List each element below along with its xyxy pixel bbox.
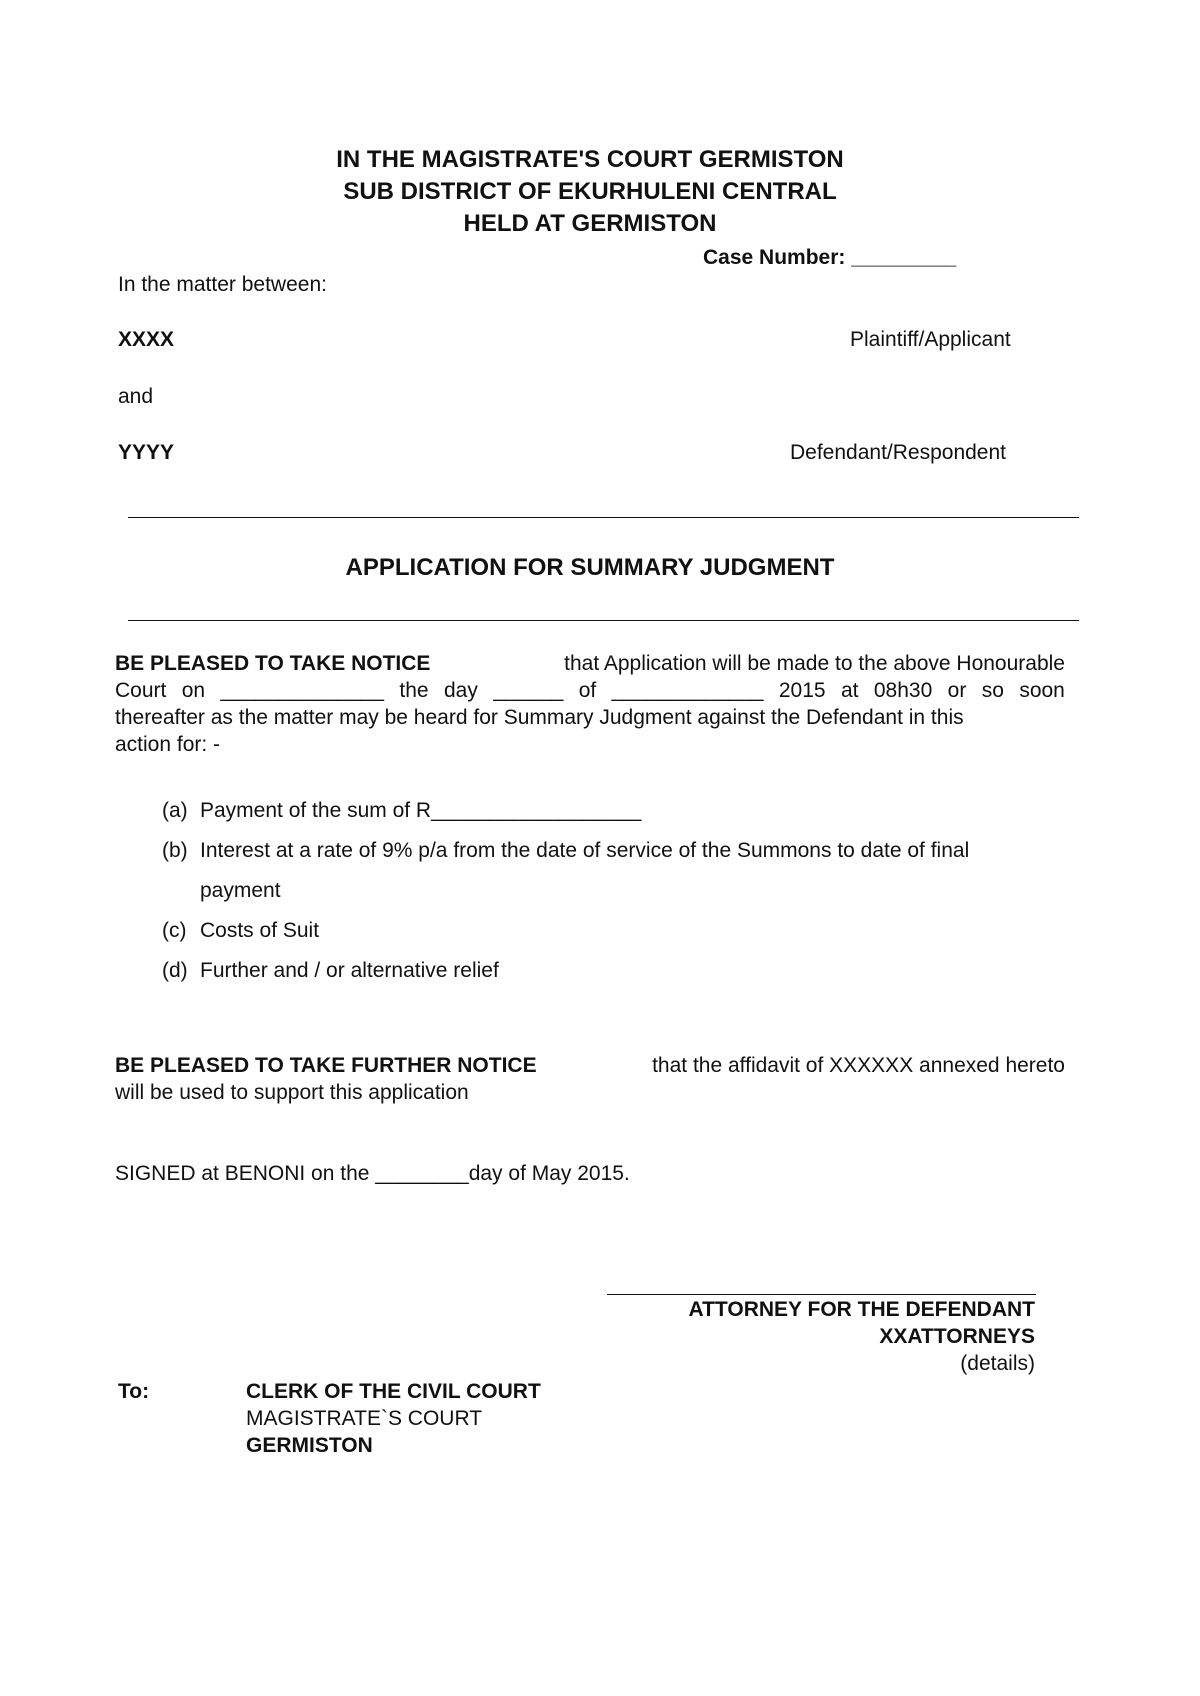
divider-top [128,517,1079,518]
further-notice-paragraph [115,1052,1065,1106]
case-number: Case Number: _________ [703,246,957,269]
notice-word: 08h30 [873,679,933,702]
relief-item-text: Payment of the sum of R__________________ [200,799,642,822]
notice-word: of [578,679,597,702]
notice-word: on [181,679,206,702]
relief-item-text: Further and / or alternative relief [200,959,499,982]
recipient-line-2: MAGISTRATE`S COURT [246,1407,483,1430]
signed-line: SIGNED at BENONI on the ________day of May 2015. [115,1162,630,1185]
notice-line-1-rest: that Application will be made to the above Honourable [564,652,1065,675]
court-header-line-2: SUB DISTRICT OF EKURHULENI CENTRAL [343,178,837,205]
notice-line-1 [115,650,1065,677]
relief-item-label: (c) [162,919,187,942]
matter-intro: In the matter between: [118,273,327,296]
notice-word: the [399,679,429,702]
notice-word: or [947,679,967,702]
notice-lead: BE PLEASED TO TAKE NOTICE [115,652,431,675]
notice-word: Court [115,679,167,702]
notice-line-3: thereafter as the matter may be heard for Summary Judgment against the Defendant in this [115,706,964,729]
notice-word: day [444,679,478,702]
notice-line-4: action for: - [115,733,221,756]
notice-word: at [840,679,859,702]
further-notice-line-1 [115,1052,1065,1079]
relief-item-label: (b) [162,839,188,862]
relief-item-text: Costs of Suit [200,919,320,942]
court-header-line-1: IN THE MAGISTRATE'S COURT GERMISTON [336,146,844,173]
relief-item-label: (d) [162,959,188,982]
divider-bottom [128,620,1079,621]
defendant-name: YYYY [118,441,175,464]
further-notice-line-2: will be used to support this application [115,1081,469,1104]
notice-paragraph [115,650,1065,758]
recipient-label: To: [118,1380,150,1403]
notice-word: 2015 [778,679,826,702]
signature-line [607,1294,1036,1295]
relief-item-text-continued: payment [200,879,281,902]
signature-firm: XXATTORNEYS [879,1325,1035,1348]
signature-role: ATTORNEY FOR THE DEFENDANT [688,1298,1035,1321]
court-header-line-3: HELD AT GERMISTON [463,210,717,237]
date-blank: ______________ [220,679,385,702]
document-title: APPLICATION FOR SUMMARY JUDGMENT [345,554,835,581]
further-notice-lead: BE PLEASED TO TAKE FURTHER NOTICE [115,1054,537,1077]
recipient-line-3: GERMISTON [246,1434,373,1457]
further-notice-line-1-rest: that the affidavit of XXXXXX annexed hereto [652,1054,1065,1077]
plaintiff-role: Plaintiff/Applicant [850,328,1011,351]
notice-word: so [981,679,1004,702]
plaintiff-name: XXXX [118,328,175,351]
month-blank: _____________ [611,679,764,702]
defendant-role: Defendant/Respondent [790,441,1006,464]
party-conjunction: and [118,385,154,408]
recipient-line-1: CLERK OF THE CIVIL COURT [246,1380,541,1403]
notice-line-2 [115,677,1065,704]
relief-item-text: Interest at a rate of 9% p/a from the date of service of the Summons to date of final [200,839,970,862]
signature-details: (details) [960,1352,1035,1375]
relief-item-label: (a) [162,799,188,822]
notice-word: soon [1019,679,1065,702]
day-blank: ______ [493,679,564,702]
